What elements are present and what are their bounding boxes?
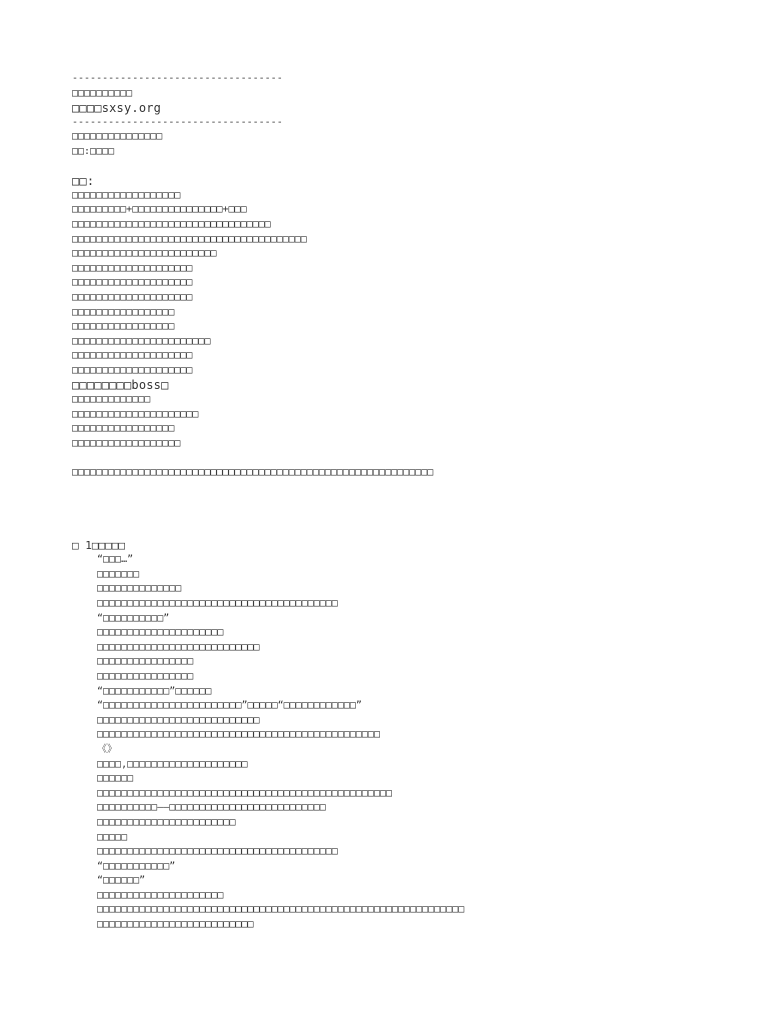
site-url: □□□□sxsy.org (72, 101, 162, 116)
body-line: “□□□□□□□□□□□” (97, 860, 176, 872)
body-line: □□□□□ (97, 831, 128, 843)
body-line: □□□□□□□□□□□□□□□□ (97, 656, 194, 668)
synopsis-line: □□□□□□□□□□□□□□□□□□□□□□□□ (72, 248, 217, 260)
body-line: □□□□□□□□□□□□□□□□□□□□□□□□□□□ (97, 641, 260, 653)
body-line: 《》 (97, 743, 117, 755)
chapter-body (72, 553, 752, 932)
synopsis-line: □□□□□□□□□□□□□□□□□ (72, 321, 175, 333)
book-title: □□□□□□□□□□□□□□□ (72, 131, 163, 143)
body-line: “□□□□□□□□□□” (97, 612, 170, 624)
body-line: “□□□□□□” (97, 875, 146, 887)
body-line: □□□□□□□ (97, 568, 140, 580)
notice-line: □□□□□□□□□□□□□□□□□□□□□□□□□□□□□□□□□□□□□□□□□□□□□□□□□□□□□□□□□□□□ (72, 467, 434, 479)
synopsis-line: □□□□□□□□□□□□□□□□□□□□□□□□□□□□□□□□□□□□□□□ (72, 233, 307, 245)
body-line: □□□□□□□□□□□□□□ (97, 583, 182, 595)
synopsis-line: □□□□□□□□□□□□□□□□□□□□□□□ (72, 335, 211, 347)
body-line: □□□□□□□□□□□□□□□□□□□□□□□□□□□□□□□□□□□□□□□□□□□□□□□□□ (97, 787, 393, 799)
chapter-heading: □ 1□□□□□ (72, 538, 125, 552)
synopsis-label: □□: (72, 174, 95, 189)
synopsis-line: □□□□□□□□□□□□□□□□□□□□ (72, 364, 193, 376)
body-line: □□□□□□□□□□□□□□□□□□□□□□□□□□□□□□□□□□□□□□□□ (97, 598, 338, 609)
synopsis-line: □□□□□□□□□□□□□□□□□□□□ (72, 350, 193, 362)
body-line: “□□□□□□□□□□□”□□□□□□ (97, 685, 212, 697)
synopsis-line: □□□□□□□□□□□□□□□□□□ (72, 189, 181, 201)
synopsis-line: □□□□□□□□□□□□□□□□□□□□□ (72, 408, 199, 420)
header-rule-top: ----------------------------------- (72, 73, 283, 84)
body-line: □□□□□□□□□□□□□□□□□□□□□ (97, 889, 224, 901)
body-line: □□□□□□□□□□□□□□□□□□□□□□□□□□□□□□□□□□□□□□□□ (97, 846, 338, 858)
synopsis-line: □□□□□□□□boss□ (72, 378, 169, 393)
body-line: □□□□□□□□□□□□□□□□□□□□□□□□□□□□□□□□□□□□□□□□□□□□□□□ (97, 729, 380, 741)
body-line: □□□□□□□□□□——□□□□□□□□□□□□□□□□□□□□□□□□□□ (97, 802, 326, 814)
synopsis-line: □□□□□□□□□□□□□□□□□□ (72, 437, 181, 449)
body-line: □□□□□□□□□□□□□□□□□□□□□□□□□□□ (97, 714, 260, 726)
body-line: □□□□□□□□□□□□□□□□ (97, 670, 194, 682)
synopsis-line: □□□□□□□□□□□□□□□□□□□□ (72, 277, 193, 289)
body-line: “□□□□□□□□□□□□□□□□□□□□□□□”□□□□□“□□□□□□□□□□□□” (97, 700, 362, 712)
body-line: □□□□□□ (97, 773, 134, 785)
synopsis-line: □□□□□□□□□□□□□□□□□ (72, 423, 175, 435)
synopsis-line: □□□□□□□□□+□□□□□□□□□□□□□□□+□□□ (72, 204, 247, 216)
synopsis-line: □□□□□□□□□□□□□□□□□ (72, 306, 175, 318)
body-line: □□□□,□□□□□□□□□□□□□□□□□□□□ (97, 758, 248, 770)
body-line: □□□□□□□□□□□□□□□□□□□□□□□□□□ (97, 919, 254, 931)
synopsis-line: □□□□□□□□□□□□□ (72, 394, 151, 406)
synopsis-block (72, 189, 752, 452)
body-line: □□□□□□□□□□□□□□□□□□□□□□□ (97, 816, 236, 828)
synopsis-line: □□□□□□□□□□□□□□□□□□□□□□□□□□□□□□□□□ (72, 218, 271, 230)
document-page (72, 72, 752, 933)
synopsis-line: □□□□□□□□□□□□□□□□□□□□ (72, 262, 193, 274)
body-line: □□□□□□□□□□□□□□□□□□□□□□□□□□□□□□□□□□□□□□□□□□□□□□□□□□□□□□□□□□□□□ (97, 904, 465, 916)
blank-line (72, 451, 752, 466)
body-line: “□□□…” (97, 554, 134, 566)
site-name: □□□□□□□□□□ (72, 87, 133, 99)
synopsis-line: □□□□□□□□□□□□□□□□□□□□ (72, 291, 193, 303)
header-rule-bottom: ----------------------------------- (72, 116, 283, 128)
book-author: □□:□□□□ (72, 145, 115, 157)
section-spacer (72, 481, 752, 539)
body-line: □□□□□□□□□□□□□□□□□□□□□ (97, 627, 224, 639)
blank-line (72, 160, 752, 175)
